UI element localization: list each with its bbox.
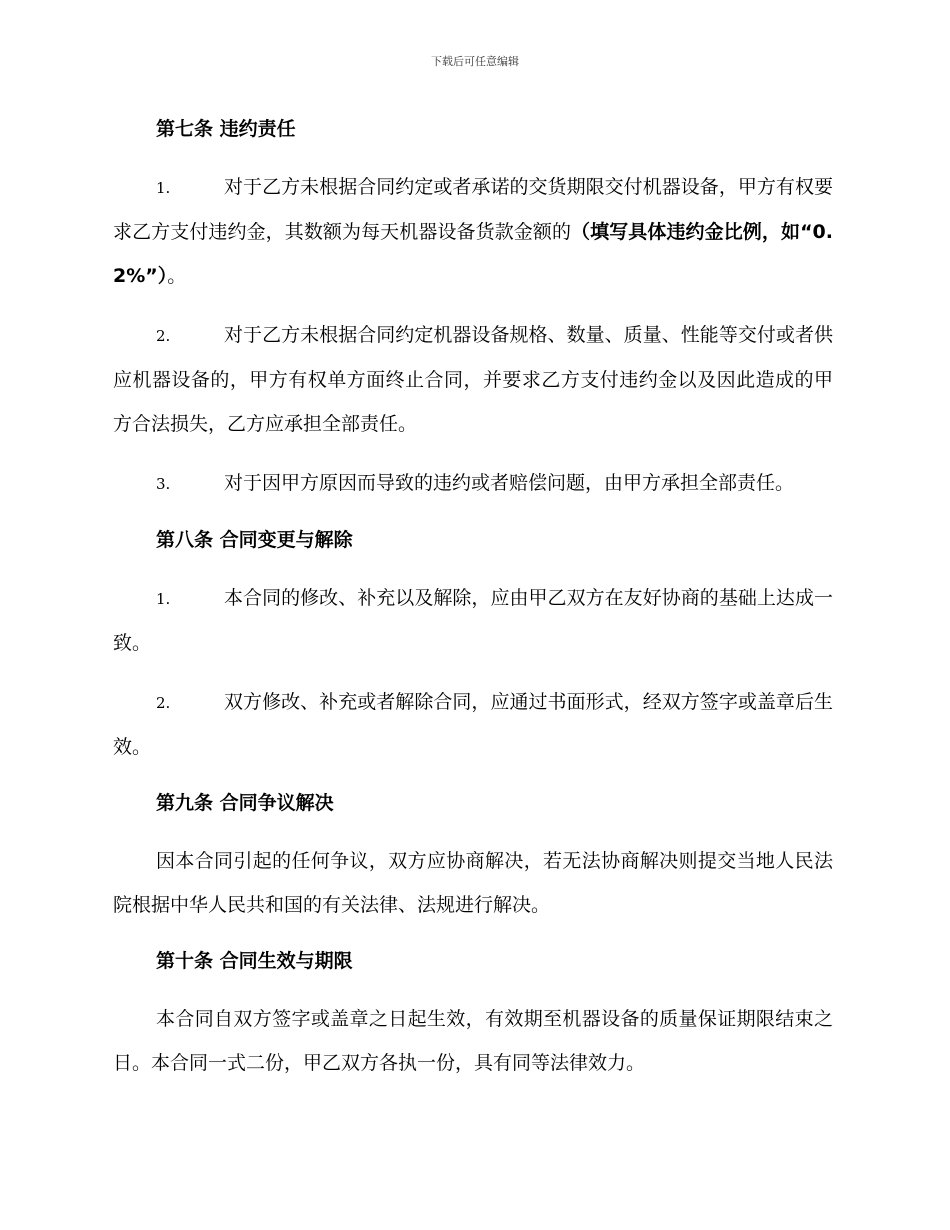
item-text: 双方修改、补充或者解除合同，应通过书面形式，经双方签字或盖章后生效。 xyxy=(113,691,833,758)
article-10-heading: 第十条 合同生效与期限 xyxy=(156,950,353,972)
article-7-heading: 第七条 违约责任 xyxy=(156,118,296,140)
article-8-heading: 第八条 合同变更与解除 xyxy=(156,529,353,551)
item-number: 1. xyxy=(156,179,171,197)
article-8-item-2 xyxy=(113,680,833,769)
article-8-item-1 xyxy=(113,576,833,665)
article-9-text: 因本合同引起的任何争议，双方应协商解决，若无法协商解决则提交当地人民法院根据中华人民共和国的有关法律、法规进行解决。 xyxy=(113,850,833,916)
item-number: 1. xyxy=(156,590,171,608)
item-number: 2. xyxy=(156,694,171,712)
item-text-end: 。 xyxy=(167,265,187,287)
article-7-item-3 xyxy=(113,461,833,506)
item-number: 3. xyxy=(156,475,171,493)
item-text: 对于因甲方原因而导致的违约或者赔偿问题，由甲方承担全部责任。 xyxy=(224,472,795,494)
item-text: 本合同的修改、补充以及解除，应由甲乙双方在友好协商的基础上达成一致。 xyxy=(113,587,833,654)
article-9-heading: 第九条 合同争议解决 xyxy=(156,792,334,814)
item-text: 对于乙方未根据合同约定机器设备规格、数量、质量、性能等交付或者供应机器设备的，甲方有权单方面终止合同，并要求乙方支付违约金以及因此造成的甲方合法损失，乙方应承担全部责任。 xyxy=(113,324,833,435)
article-7-item-2 xyxy=(113,313,833,446)
fill-in-placeholder: （填写具体违约金比例，如“0.2%”） xyxy=(113,221,833,287)
article-7-item-1 xyxy=(113,165,833,298)
article-10-text: 本合同自双方签字或盖章之日起生效，有效期至机器设备的质量保证期限结束之日。本合同一式二份，甲乙双方各执一份，具有同等法律效力。 xyxy=(113,1008,833,1074)
document-body xyxy=(113,110,833,1100)
item-text: 对于乙方未根据合同约定或者承诺的交货期限交付机器设备，甲方有权要求乙方支付违约金，其数额为每天机器设备货款金额的 xyxy=(113,176,833,243)
item-number: 2. xyxy=(156,327,171,345)
page-header: 下载后可任意编辑 xyxy=(431,55,519,68)
